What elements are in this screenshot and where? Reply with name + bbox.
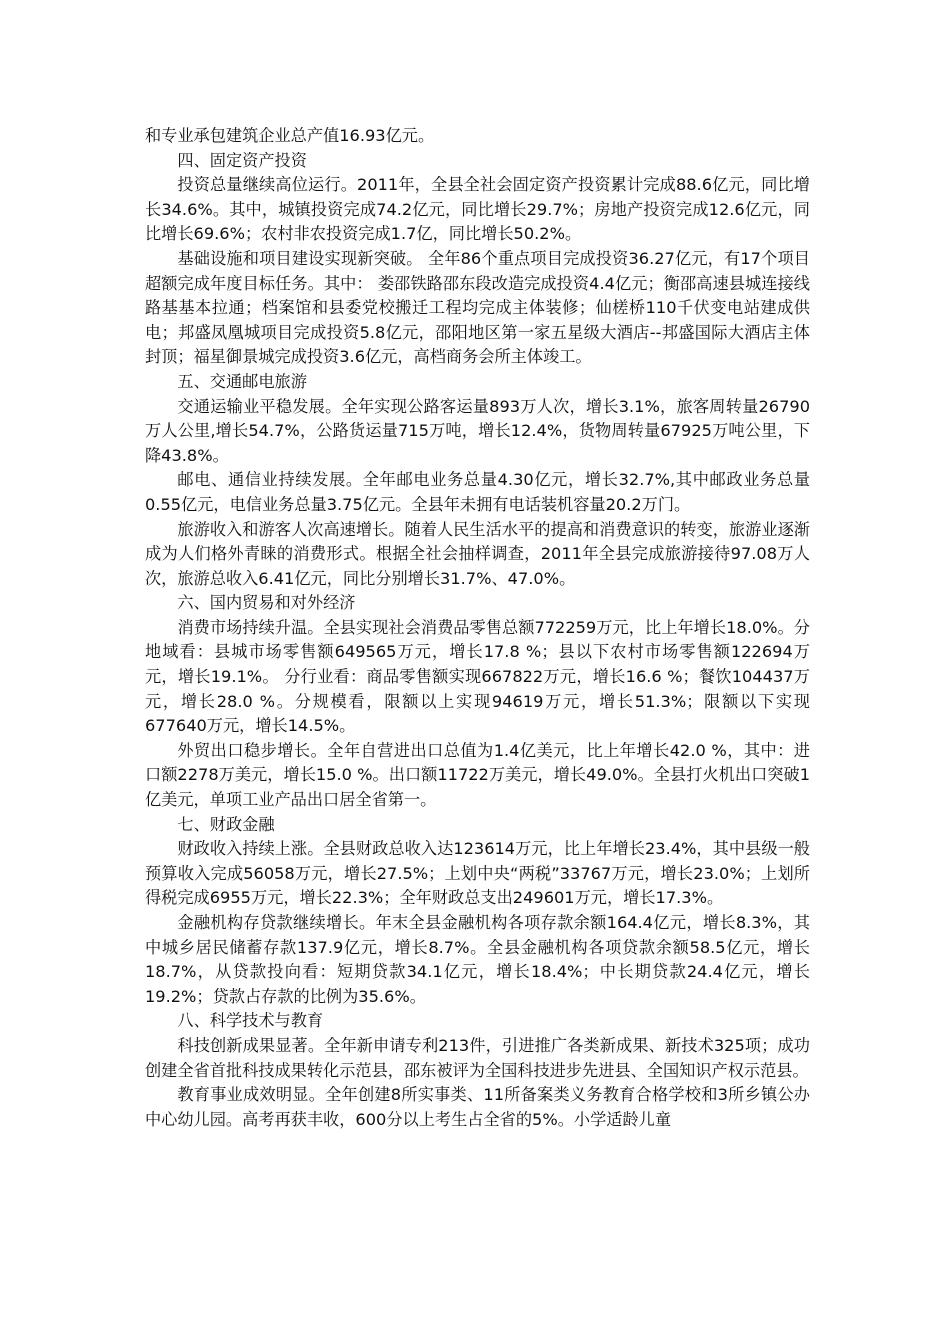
section-heading-fixed-asset-investment: 四、固定资产投资 <box>177 150 307 170</box>
section-heading-finance: 七、财政金融 <box>177 814 275 834</box>
section-heading-science-education: 八、科学技术与教育 <box>177 1011 324 1031</box>
paragraph-education: 教育事业成效明显。全年创建8所实事类、11所备案类义务教育合格学校和3所乡镇公办中心幼儿园。高考再获丰收，600分以上考生占全省的5%。小学适龄儿童 <box>145 1085 810 1129</box>
section-heading-trade-external-economy: 六、国内贸易和对外经济 <box>177 593 356 613</box>
paragraph-fiscal-revenue: 财政收入持续上涨。全县财政总收入达123614万元，比上年增长23.4%，其中县级一般预算收入完成56058万元，增长27.5%；上划中央“两税”33767万元，增长23.0%；上划所得税完成6955万元，增长22.3%；全年财政总支出249601万元，增长17.3%。 <box>145 839 810 908</box>
section-heading-transport-post-tourism: 五、交通邮电旅游 <box>177 371 307 391</box>
paragraph-tourism: 旅游收入和游客人次高速增长。随着人民生活水平的提高和消费意识的转变，旅游业逐渐成为人们格外青睐的消费形式。根据全社会抽样调查，2011年全县完成旅游接待97.08万人次，旅游总收入6.41亿元，同比分别增长31.7%、47.0%。 <box>145 519 810 588</box>
document-body <box>145 124 810 1132</box>
paragraph-transport: 交通运输业平稳发展。全年实现公路客运量893万人次，增长3.1%，旅客周转量26790万人公里,增长54.7%，公路货运量715万吨，增长12.4%，货物周转量67925万吨公里，下降43.8%。 <box>145 396 810 465</box>
paragraph-foreign-trade: 外贸出口稳步增长。全年自营进出口总值为1.4亿美元，比上年增长42.0 %，其中：进口额2278万美元，增长15.0 %。出口额11722万美元，增长49.0%。全县打火机出口突破1亿美元，单项工业产品出口居全省第一。 <box>145 740 810 810</box>
paragraph-investment-total: 投资总量继续高位运行。2011年，全县全社会固定资产投资累计完成88.6亿元，同比增长34.6%。其中，城镇投资完成74.2亿元，同比增长29.7%；房地产投资完成12.6亿元，同比增长69.6%；农村非农投资完成1.7亿，同比增长50.2%。 <box>145 175 810 244</box>
paragraph-bank-deposits-loans: 金融机构存贷款继续增长。年末全县金融机构各项存款余额164.4亿元，增长8.3%，其中城乡居民储蓄存款137.9亿元，增长8.7%。全县金融机构各项贷款余额58.5亿元，增长18.7%，从贷款投向看：短期贷款34.1亿元，增长18.4%；中长期贷款24.4亿元，增长19.2%；贷款占存款的比例为35.6%。 <box>145 913 810 1006</box>
paragraph-science: 科技创新成果显著。全年新申请专利213件，引进推广各类新成果、新技术325项；成功创建全省首批科技成果转化示范县，邵东被评为全国科技进步先进县、全国知识产权示范县。 <box>145 1035 810 1080</box>
paragraph-consumer-market: 消费市场持续升温。全县实现社会消费品零售总额772259万元，比上年增长18.0%。分地域看：县城市场零售额649565万元，增长17.8 %；县以下农村市场零售额122694万元，增长19.1%。 分行业看：商品零售额实现667822万元，增长16.6 %；餐饮104437万元，增长28.0 %。分规模看，限额以上实现94619万元，增长51.3%；限额以下实现677640万元，增长14.5%。 <box>145 617 810 736</box>
paragraph-post-telecom: 邮电、通信业持续发展。全年邮电业务总量4.30亿元，增长32.7%,其中邮政业务总量0.55亿元，电信业务总量3.75亿元。全县年未拥有电话装机容量20.2万门。 <box>145 470 810 514</box>
paragraph-infrastructure: 基础设施和项目建设实现新突破。 全年86个重点项目完成投资36.27亿元，有17个项目超额完成年度目标任务。其中： 娄邵铁路邵东段改造完成投资4.4亿元；衡邵高速县城连接线路基基本拉通；档案馆和县委党校搬迁工程均完成主体装修；仙槎桥110千伏变电站建成供电；邦盛凤凰城项目完成投资5.8亿元，邵阳地区第一家五星级大酒店--邦盛国际大酒店主体封顶；福星御景城完成投资3.6亿元，高档商务会所主体竣工。 <box>145 248 810 367</box>
paragraph-continued: 和专业承包建筑企业总产值16.93亿元。 <box>145 126 435 145</box>
